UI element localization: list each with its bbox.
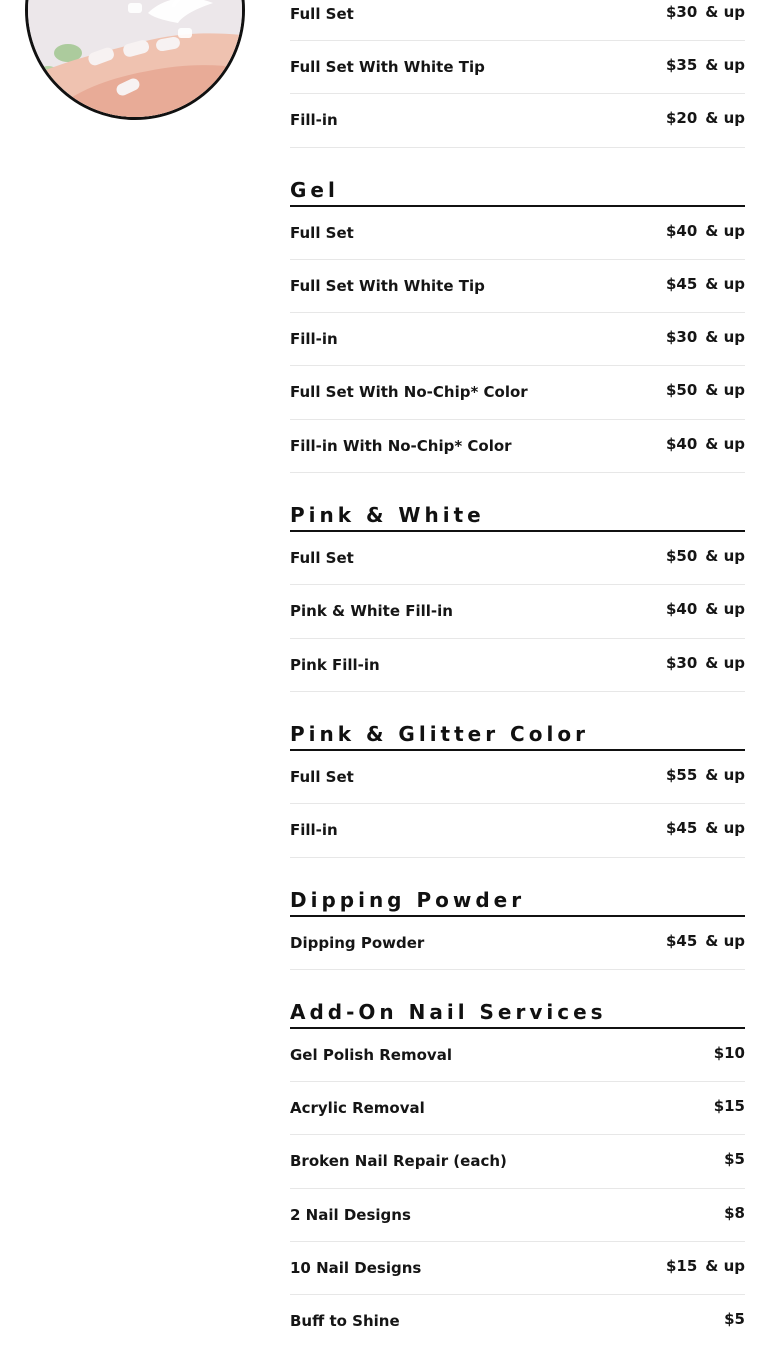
- service-name: Full Set: [290, 549, 354, 568]
- service-name: Full Set: [290, 223, 354, 242]
- service-name: Acrylic Removal: [290, 1099, 425, 1118]
- menu-row: [290, 0, 745, 41]
- price-amount: $40: [665, 221, 698, 240]
- service-name: Fill-in With No-Chip* Color: [290, 436, 512, 455]
- service-name: 2 Nail Designs: [290, 1205, 411, 1224]
- price-suffix: & up: [705, 765, 745, 784]
- price-amount: $5: [724, 1310, 745, 1329]
- service-name: Full Set With No-Chip* Color: [290, 383, 528, 402]
- menu-row: [290, 41, 745, 94]
- service-name: Full Set: [290, 767, 354, 786]
- price-suffix: & up: [705, 819, 745, 838]
- service-price: [666, 819, 745, 837]
- menu-row: [290, 260, 745, 313]
- menu-row: [290, 1135, 745, 1188]
- price-suffix: & up: [705, 381, 745, 400]
- section-title: Gel: [290, 148, 745, 207]
- price-amount: $50: [665, 381, 698, 400]
- menu-row: [290, 1082, 745, 1135]
- service-name: Full Set With White Tip: [290, 58, 485, 76]
- menu-row: [290, 585, 745, 638]
- menu-row: [290, 751, 745, 804]
- service-price: [724, 1150, 745, 1168]
- service-price: [666, 654, 745, 672]
- price-suffix: & up: [705, 3, 745, 21]
- service-price: [666, 1257, 745, 1275]
- price-amount: $50: [665, 547, 698, 566]
- service-name: Pink & White Fill-in: [290, 602, 453, 621]
- menu-row: [290, 1295, 745, 1348]
- price-amount: $15: [713, 1097, 745, 1116]
- service-name: 10 Nail Designs: [290, 1259, 422, 1278]
- price-suffix: & up: [705, 600, 745, 619]
- section-dipping-powder: [290, 858, 745, 970]
- price-amount: $45: [665, 274, 698, 293]
- section-acrylic: [290, 0, 745, 148]
- section-add-on: [290, 970, 745, 1349]
- service-name: Fill-in: [290, 821, 338, 840]
- price-amount: $20: [665, 109, 698, 128]
- price-suffix: & up: [705, 1257, 745, 1276]
- price-amount: $45: [665, 819, 698, 838]
- section-title: Add-On Nail Services: [290, 970, 745, 1029]
- service-price: [666, 435, 745, 453]
- service-price: [714, 1097, 745, 1115]
- service-name: Full Set With White Tip: [290, 276, 485, 295]
- price-amount: $40: [665, 434, 698, 453]
- price-amount: $15: [665, 1257, 698, 1276]
- service-price: [666, 932, 745, 950]
- price-suffix: & up: [705, 274, 745, 293]
- price-amount: $10: [713, 1043, 745, 1062]
- service-price: [666, 3, 745, 21]
- price-amount: $45: [665, 931, 698, 950]
- menu-row: [290, 1242, 745, 1295]
- price-amount: $30: [665, 3, 698, 21]
- menu-row: [290, 639, 745, 692]
- menu-row: [290, 917, 745, 970]
- price-amount: $30: [665, 653, 698, 672]
- service-name: Broken Nail Repair (each): [290, 1152, 507, 1171]
- menu-row: [290, 94, 745, 147]
- price-suffix: & up: [705, 434, 745, 453]
- service-price: [666, 222, 745, 240]
- service-price: [666, 381, 745, 399]
- price-suffix: & up: [705, 328, 745, 347]
- service-price: [666, 766, 745, 784]
- service-price: [666, 56, 745, 74]
- service-name: Fill-in: [290, 330, 338, 349]
- service-price: [666, 109, 745, 127]
- service-price: [666, 600, 745, 618]
- price-suffix: & up: [705, 221, 745, 240]
- section-pink-glitter: [290, 692, 745, 858]
- section-title: Dipping Powder: [290, 858, 745, 917]
- service-price: [724, 1204, 745, 1222]
- service-name: Gel Polish Removal: [290, 1045, 452, 1064]
- service-price: [666, 275, 745, 293]
- menu-row: [290, 366, 745, 419]
- section-gel: [290, 148, 745, 473]
- menu-row: [290, 1189, 745, 1242]
- service-price: [714, 1044, 745, 1062]
- price-suffix: & up: [705, 109, 745, 128]
- service-name: Dipping Powder: [290, 933, 425, 952]
- service-name: Fill-in: [290, 111, 338, 130]
- price-suffix: & up: [705, 653, 745, 672]
- menu-row: [290, 532, 745, 585]
- price-suffix: & up: [705, 547, 745, 566]
- menu-row: [290, 804, 745, 857]
- menu-row: [290, 207, 745, 260]
- price-amount: $35: [665, 56, 698, 74]
- price-amount: $40: [665, 600, 698, 619]
- menu-row: [290, 420, 745, 473]
- price-menu: [290, 0, 745, 1349]
- menu-row: [290, 313, 745, 366]
- price-amount: $30: [665, 328, 698, 347]
- nail-salon-photo: [25, 0, 245, 120]
- hands-illustration: [28, 0, 242, 117]
- section-title: Pink & Glitter Color: [290, 692, 745, 751]
- menu-row: [290, 1029, 745, 1082]
- price-amount: $5: [724, 1150, 745, 1169]
- price-amount: $8: [724, 1203, 745, 1222]
- service-price: [666, 547, 745, 565]
- service-name: Pink Fill-in: [290, 655, 380, 674]
- service-name: Buff to Shine: [290, 1312, 400, 1331]
- price-amount: $55: [665, 765, 698, 784]
- section-pink-white: [290, 473, 745, 692]
- price-suffix: & up: [705, 56, 745, 74]
- service-price: [724, 1310, 745, 1328]
- section-title: Pink & White: [290, 473, 745, 532]
- service-price: [666, 328, 745, 346]
- price-suffix: & up: [705, 931, 745, 950]
- service-name: Full Set: [290, 5, 354, 23]
